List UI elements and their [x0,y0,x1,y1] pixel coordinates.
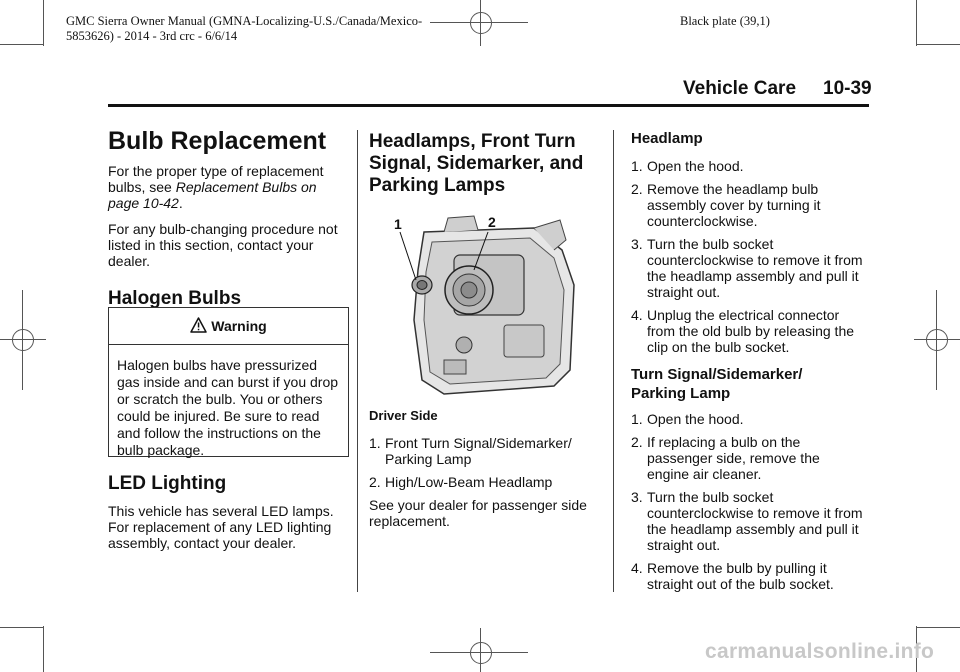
headlamp-illustration [384,210,584,400]
legend-item: 2. High/Low-Beam Headlamp [369,474,553,490]
step-item: 4. Unplug the electrical connector from the old bulb by releasing the clip on the bulb socket. [631,307,855,355]
step-item: 3. Turn the bulb socket counterclockwise to remove it from the headlamp assembly and pull it straight out. [631,489,863,553]
intro-text: For the proper type of replacement bulbs, see [108,163,324,195]
callout-2: 2 [488,214,496,230]
step-item: 1. Open the hood. [631,158,744,174]
turn-signal-steps [631,411,863,592]
figure-caption: Driver Side [369,408,438,423]
section-title: Vehicle Care [683,78,797,99]
warning-box [108,307,349,457]
headlamps-title: Headlamps, Front Turn Signal, Sidemarker, and Parking Lamps [369,131,584,196]
step-item: 1. Open the hood. [631,411,744,427]
warning-triangle-icon [190,317,207,333]
replacement-bulbs-link[interactable]: Replacement Bulbs on page 10-42 [108,179,317,211]
slug-line-2: 5853626) - 2014 - 3rd crc - 6/6/14 [66,29,238,43]
column-3 [631,129,863,599]
warning-header [109,308,348,345]
headlamp-title: Headlamp [631,130,703,147]
figure-legend [369,435,601,490]
led-section [108,472,352,551]
step-item: 4. Remove the bulb by pulling it straight out of the bulb socket. [631,560,834,592]
warning-text: Halogen bulbs have pressurized gas inside and can burst if you drop or scratch the bulb. You or others could be injured. Be sure to read and follow the instructions on the bulb package. [117,357,339,458]
step-item: 3. Turn the bulb socket counterclockwise to remove it from the headlamp assembly and pull it straight out. [631,236,863,300]
turn-signal-title: Turn Signal/Sidemarker/ Parking Lamp [631,366,803,402]
intro-paragraph [108,163,348,211]
column-divider-2 [613,130,614,592]
legend-item: 1. Front Turn Signal/Sidemarker/ Parking Lamp [369,435,572,467]
column-divider-1 [357,130,358,592]
figure-caption-block [369,408,601,529]
halogen-bulbs-title: Halogen Bulbs [108,288,242,309]
led-lighting-title: LED Lighting [108,473,227,494]
callout-1: 1 [394,216,402,232]
header-rule [108,104,869,107]
column-1 [108,126,348,310]
page-number: 10-39 [823,78,872,99]
contact-dealer-paragraph [108,221,348,269]
led-text: This vehicle has several LED lamps. For replacement of any LED lighting assembly, contact your dealer. [108,503,334,551]
intro-period: . [178,195,183,211]
headlamp-assembly-drawing [384,210,584,400]
step-item: 2. If replacing a bulb on the passenger side, remove the engine air cleaner. [631,434,820,482]
slug-text [66,14,486,44]
contact-dealer-text: For any bulb-changing procedure not listed in this section, contact your dealer. [108,221,338,269]
step-item: 2. Remove the headlamp bulb assembly cover by turning it counterclockwise. [631,181,821,229]
watermark: carmanualsonline.info [705,640,935,663]
warning-label: Warning [211,318,267,334]
column-2 [369,131,601,197]
passenger-note: See your dealer for passenger side replacement. [369,497,587,529]
bulb-replacement-title: Bulb Replacement [108,127,327,155]
headlamp-steps [631,158,863,355]
slug-line-1: GMC Sierra Owner Manual (GMNA-Localizing-U.S./Canada/Mexico- [66,14,423,28]
plate-label: Black plate (39,1) [680,14,770,28]
